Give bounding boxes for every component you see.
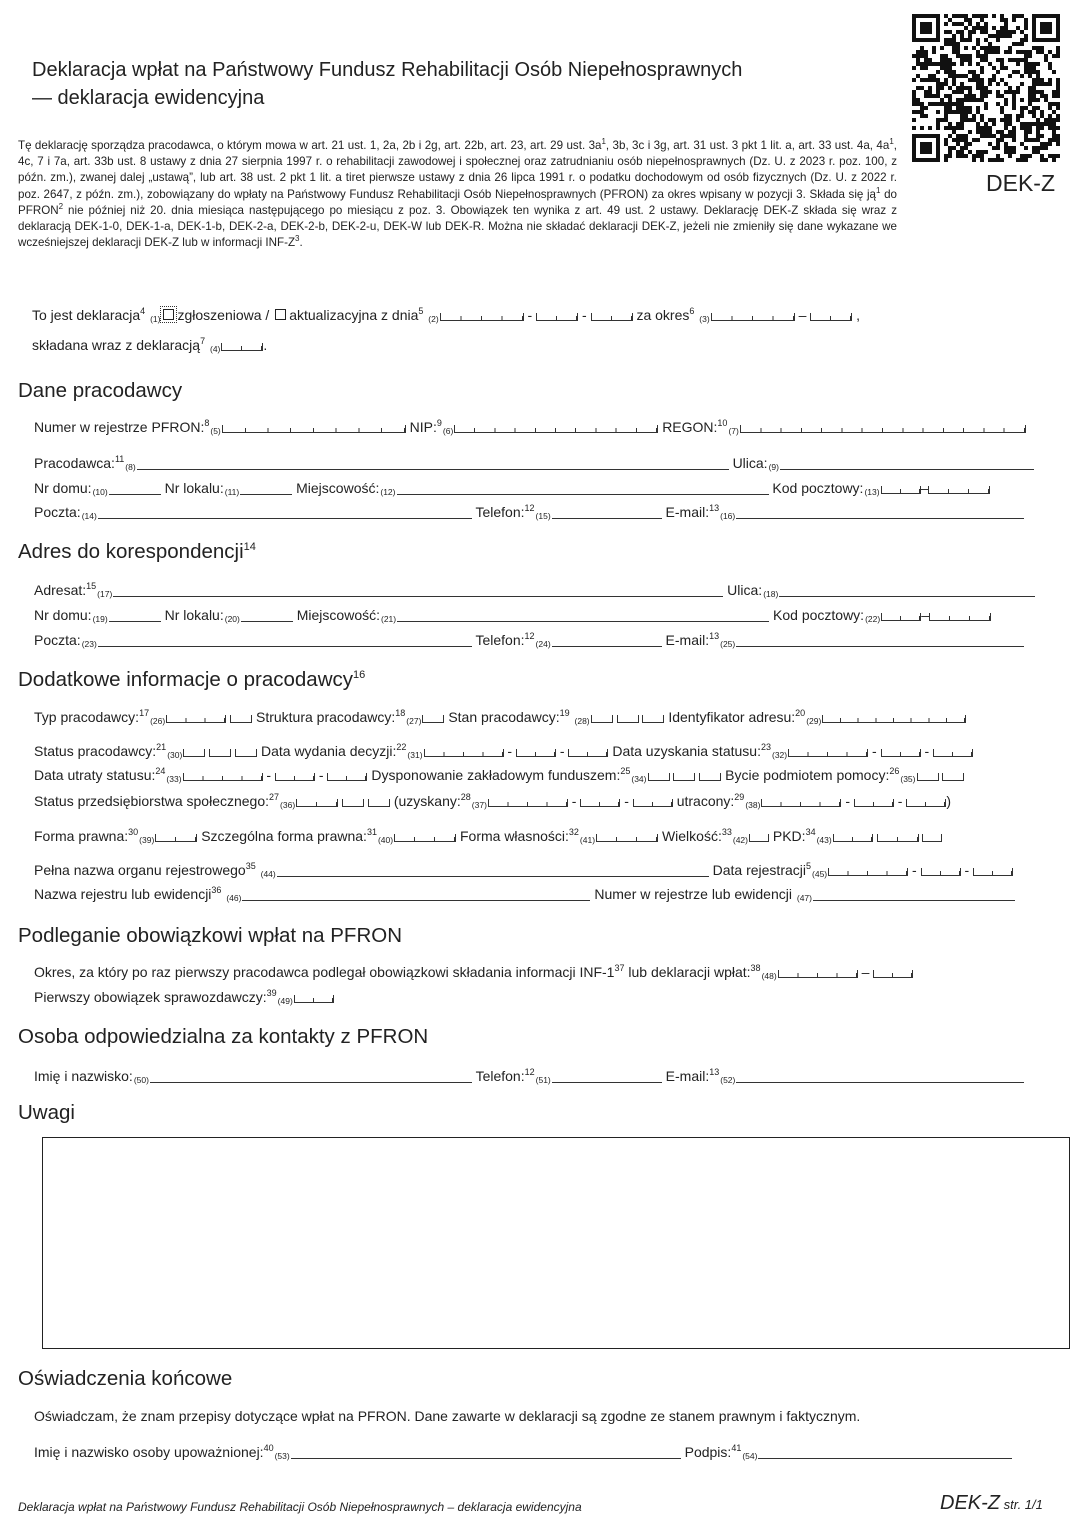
decision-day-field[interactable] — [568, 749, 608, 757]
aid-field-1[interactable] — [917, 773, 939, 781]
regon-field[interactable] — [740, 425, 1026, 433]
status-gain-month-field[interactable] — [881, 749, 921, 757]
employer-contact-row: Poczta:(14) Telefon:$^{12}$(15) E-mail:$^{13}$(16) — [34, 504, 1024, 521]
status-gain-day-field[interactable] — [933, 749, 973, 757]
ownership-form-field[interactable] — [596, 834, 658, 842]
first-period-row: Okres, za który po raz pierwszy pracodawca podlegał obowiązkowi składania informacji INF-$1^{37}$ lub deklaracji wpłat:$^{38}$(48) – — [34, 964, 913, 981]
corr-apartment-field[interactable] — [241, 608, 293, 622]
period-year-field[interactable] — [711, 313, 795, 321]
registry-number-field[interactable] — [813, 887, 1015, 901]
status-loss-month-field[interactable] — [275, 773, 315, 781]
checkbox-aktualizacyjna[interactable] — [275, 309, 286, 320]
employer-phone-field[interactable] — [552, 505, 662, 519]
special-legal-form-field[interactable] — [394, 834, 456, 842]
registration-year-field[interactable] — [828, 868, 908, 876]
status-field-1[interactable] — [183, 749, 205, 757]
authorized-name-field[interactable] — [291, 1445, 681, 1459]
social-status-field-3[interactable] — [368, 799, 390, 807]
social-status-field-2[interactable] — [342, 799, 364, 807]
page-number: DEK-Z str. 1/1 — [940, 1492, 1043, 1514]
date-month-field[interactable] — [536, 313, 578, 321]
declaration-with-field[interactable] — [221, 343, 263, 351]
employer-ids-row: Numer w rejestrze PFRON:$^8$(5) NIP:$^9$(6) REGON:$^{10}$(7) — [34, 419, 1026, 436]
corr-post-field[interactable] — [98, 633, 472, 647]
contact-email-field[interactable] — [736, 1069, 1024, 1083]
status-field-3[interactable] — [235, 749, 257, 757]
contact-name-field[interactable] — [150, 1069, 472, 1083]
declaration-with-row: składana wraz z deklaracją$^7$ (4) . — [32, 336, 268, 354]
first-period-month-field[interactable] — [873, 970, 913, 978]
employer-house-field[interactable] — [109, 481, 161, 495]
registration-day-field[interactable] — [973, 868, 1013, 876]
corr-city-field[interactable] — [397, 608, 769, 622]
corr-contact-row: Poczta:(23) Telefon:$^{12}$(24) E-mail:$^{13}$(25) — [34, 632, 1024, 649]
section-oswiadczenia: Oświadczenia końcowe — [18, 1367, 233, 1390]
first-reporting-row: Pierwszy obowiązek sprawozdawczy:$^{39}$(49) — [34, 989, 334, 1006]
section-dodatkowe-informacje: Dodatkowe informacje o pracodawcy$^{16}$ — [18, 668, 366, 691]
employer-post-field[interactable] — [98, 505, 472, 519]
social-gain-day-field[interactable] — [633, 799, 673, 807]
employer-structure-field[interactable] — [422, 715, 444, 723]
statement-text: Oświadczam, że znam przepisy dotyczące wpłat na PFRON. Dane zawarte w deklaracji są zgodne ze stanem prawnym i faktycznym. — [34, 1408, 861, 1424]
registry-organ-field[interactable] — [277, 863, 709, 877]
employer-postal-1-field[interactable] — [881, 486, 921, 494]
size-field[interactable] — [749, 834, 769, 842]
social-loss-month-field[interactable] — [854, 799, 894, 807]
fund-field-2[interactable] — [673, 773, 695, 781]
social-loss-day-field[interactable] — [906, 799, 946, 807]
document-title — [32, 56, 742, 112]
date-day-field[interactable] — [591, 313, 633, 321]
employer-type-sub-field[interactable] — [230, 715, 252, 723]
nip-field[interactable] — [454, 425, 658, 433]
status-row: Status pracodawcy:$^{21}$(30) Data wydania decyzji:$^{22}$(31) - - Data uzyskania statusu:$^{23}$(32) - - — [34, 743, 973, 760]
corr-email-field[interactable] — [736, 633, 1024, 647]
legal-form-field[interactable] — [155, 834, 197, 842]
title-line-1: Deklaracja wpłat na Państwowy Fundusz Rehabilitacji Osób Niepełnosprawnych — [32, 59, 743, 81]
pfron-number-field[interactable] — [222, 425, 406, 433]
employer-state-field-1[interactable] — [591, 715, 613, 723]
registry-name-field[interactable] — [242, 887, 590, 901]
registry-organ-row: Pełna nazwa organu rejestrowego$^{35}$ (44) Data rejestracji$^5$(45) - - — [34, 862, 1013, 879]
section-podleganie: Podleganie obowiązkowi wpłat na PFRON — [18, 924, 403, 947]
corr-address-row: Nr domu:(19) Nr lokalu:(20) Miejscowość:(21) Kod pocztowy:(22) – — [34, 607, 991, 624]
section-osoba-kontaktowa: Osoba odpowiedzialna za kontakty z PFRON — [18, 1025, 429, 1048]
checkbox-zgloszeniowa[interactable] — [163, 309, 174, 320]
status-gain-year-field[interactable] — [788, 749, 868, 757]
employer-type-field[interactable] — [166, 715, 226, 723]
corr-postal-2-field[interactable] — [929, 613, 991, 621]
first-period-year-field[interactable] — [778, 970, 858, 978]
status-loss-year-field[interactable] — [183, 773, 263, 781]
period-month-field[interactable] — [810, 313, 852, 321]
footer-text: Deklaracja wpłat na Państwowy Fundusz Rehabilitacji Osób Niepełnosprawnych – deklaracja ewidencyjna — [18, 1500, 582, 1514]
fund-field-1[interactable] — [648, 773, 670, 781]
date-year-field[interactable] — [440, 313, 524, 321]
fund-field-3[interactable] — [699, 773, 721, 781]
pkd-field-3[interactable] — [922, 834, 942, 842]
pkd-field-2[interactable] — [877, 834, 919, 842]
social-status-field-1[interactable] — [296, 799, 338, 807]
social-enterprise-row: Status przedsiębiorstwa społecznego:$^{27}$(36) (uzyskany:$^{28}$(37) - - utracony:$^{29}$(38) - - ) — [34, 792, 952, 810]
registry-name-row: Nazwa rejestru lub ewidencji$^{36}$ (46) Numer w rejestrze lub ewidencji (47) — [34, 886, 1015, 903]
employer-state-field-3[interactable] — [642, 715, 664, 723]
remarks-textarea[interactable] — [42, 1137, 1070, 1349]
corr-house-field[interactable] — [109, 608, 161, 622]
employer-email-field[interactable] — [736, 505, 1024, 519]
signature-field[interactable] — [758, 1445, 1012, 1459]
corr-postal-1-field[interactable] — [881, 613, 921, 621]
contact-phone-field[interactable] — [552, 1069, 662, 1083]
registration-month-field[interactable] — [921, 868, 961, 876]
employer-name-field[interactable] — [137, 456, 729, 470]
contact-person-row: Imię i nazwisko:(50) Telefon:$^{12}$(51) E-mail:$^{13}$(52) — [34, 1068, 1024, 1085]
employer-state-field-2[interactable] — [617, 715, 639, 723]
declaration-type-row: To jest deklaracja$^4$ (1) zgłoszeniowa / aktualizacyjna z dnia$^5$ (2) - - za okres$^6$ (3) – , — [32, 306, 861, 324]
addressee-field[interactable] — [113, 583, 723, 597]
decision-month-field[interactable] — [516, 749, 556, 757]
form-code: DEK-Z — [986, 170, 1055, 196]
qr-code — [912, 14, 1060, 162]
legal-form-row: Forma prawna:$^{30}$(39) Szczególna forma prawna:$^{31}$(40) Forma własności:$^{32}$(41) Wielkość:$^{33}$(42) PKD:$^{34}$(43) — [34, 828, 942, 845]
employer-postal-2-field[interactable] — [928, 486, 990, 494]
social-loss-year-field[interactable] — [761, 799, 841, 807]
section-adres-korespondencji: Adres do korespondencji$^{14}$ — [18, 540, 256, 563]
pkd-field-1[interactable] — [833, 834, 873, 842]
decision-year-field[interactable] — [424, 749, 504, 757]
corr-phone-field[interactable] — [552, 633, 662, 647]
corr-street-field[interactable] — [779, 583, 1035, 597]
employer-name-row: Pracodawca:$^{11}$(8) Ulica:(9) — [34, 455, 1034, 472]
intro-paragraph: Tę deklarację sporządza pracodawca, o którym mowa w art. 21 ust. 1, 2a, 2b i 2g, art. 22b, art. 23, art. 29 ust. $3a^1$, 3b, 3c i 3g, art. 31 ust. 3 pkt 1 lit. a, art. 33 ust. 4a, $4a^1$, 4c, 7 i 7a, art. 33b ust. 8 ustawy z dnia 27 sierpnia 1997 r. o rehabilitacji zawodowej i społecznej oraz zatrudnianiu osób niepełnosprawnych (Dz. U. z 2023 r. poz. 100, z późn. zm.), zwanej dalej „ustawą”, lub art. 38 ust. 2 pkt 1 lit. a tiret pierwsze ustawy z dnia 26 lipca 1991 r. o podatku dochodowym od osób fizycznych (Dz. U. z 2022 r. poz. 2647, z późn. zm.), zobowiązany do wpłaty na Państwowy Fundusz Rehabilitacji Osób Niepełnosprawnych (PFRON) za okres wpisany w pozycji 3. Składa się $ją^1$ do PFRON$^2$ nie później niż 20. dnia miesiąca następującego po miesiącu z poz. 3. Obowiązek ten wynika z art. 49 ust. 2 ustawy. Deklarację DEK-Z składa się wraz z deklaracją DEK-1-0, DEK-1-a, DEK-1-b, DEK-2-a, DEK-2-b, DEK-2-u, DEK-W lub DEK-R. Można nie składać deklaracji DEK-Z, jeżeli nie zmieniły się dane wykazane we wcześniejszej deklaracji DEK-Z lub w informacji INF-$Z^3$. — [18, 137, 897, 250]
first-reporting-field[interactable] — [294, 995, 334, 1003]
employer-address-row: Nr domu:(10) Nr lokalu:(11) Miejscowość:(12) Kod pocztowy:(13) – — [34, 480, 990, 497]
social-gain-month-field[interactable] — [580, 799, 620, 807]
employer-apartment-field[interactable] — [240, 481, 292, 495]
title-line-2: — deklaracja ewidencyjna — [32, 87, 265, 109]
aid-field-2[interactable] — [942, 773, 964, 781]
status-loss-day-field[interactable] — [327, 773, 367, 781]
employer-type-row: Typ pracodawcy:$^{17}$(26) Struktura pracodawcy:$^{18}$(27) Stan pracodawcy:$^{19}$ (28) Identyfikator adresu:$^{20}$(29) — [34, 709, 966, 726]
addressee-row: Adresat:$^{15}$(17) Ulica:(18) — [34, 582, 1035, 599]
status-field-2[interactable] — [209, 749, 231, 757]
status-loss-row: Data utraty statusu:$^{24}$(33) - - Dysponowanie zakładowym funduszem:$^{25}$(34) Bycie podmiotem pomocy:$^{26}$(35) — [34, 767, 964, 784]
employer-city-field[interactable] — [397, 481, 769, 495]
section-dane-pracodawcy: Dane pracodawcy — [18, 379, 183, 402]
social-gain-year-field[interactable] — [488, 799, 568, 807]
signature-row: Imię i nazwisko osoby upoważnionej:$^{40}$(53) Podpis:$^{41}$(54) — [34, 1444, 1012, 1461]
address-id-field[interactable] — [822, 715, 966, 723]
section-uwagi: Uwagi — [18, 1101, 75, 1124]
employer-street-field[interactable] — [780, 456, 1034, 470]
